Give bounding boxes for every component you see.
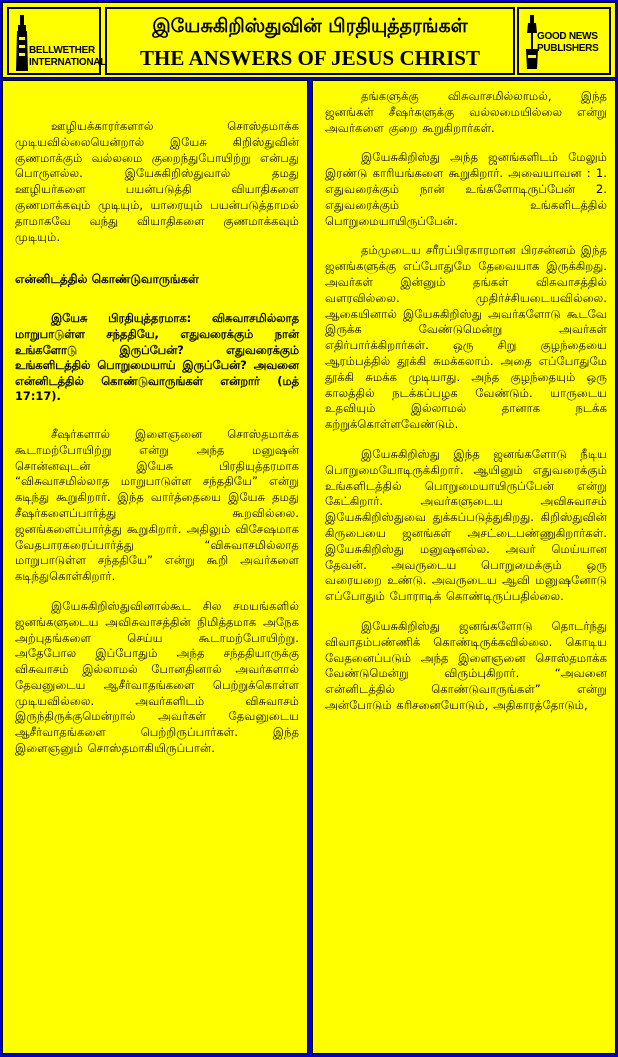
scripture-quote: இயேசு பிரதியுத்தரமாக: விசுவாசமில்லாத மாறுபாடுள்ள சந்ததியே, எதுவரைக்கும் நான் உங்களோடு இருப்பேன்? எதுவரைக்கும் உங்களிடத்தில் பொறுமையாய் இருப்பேன்? அவனை என்னிடத்தில் கொண்டுவாருங்கள் என்றார் (மத் 17:17). — [15, 311, 299, 404]
bellwether-logo — [7, 7, 107, 75]
page-title-tamil: இயேசுகிறிஸ்துவின் பிரதியுத்தரங்கள் — [152, 15, 468, 37]
right-paragraph-3: தம்முடைய சரீரப்பிரகாரமான பிரசன்னம் இந்த ஜனங்களுக்கு எப்போதுமே தேவையாக இருக்கிறது. அவர்கள் இன்னும் தங்கள் விசுவாசத்தில் வளரவில்லை. முதிர்ச்சியடையவில்லை. ஆகையினால் இயேசுகிறிஸ்து அவர்களோடு கூடவே இருக்க வேண்டுமென்று அவர்கள் எதிர்பார்க்கிறார்கள். ஒரு சிறு குழந்தையை ஆரம்பத்தில் தூக்கி சுமக்கலாம். அதை எப்போதுமே தூக்கி சுமக்க முடியாது. அந்த குழந்தையும் ஒரு காலத்தில் நடக்கப்பழக வேண்டும். யாருடைய உதவியும் இல்லாமல் தானாக நடக்க கற்றுக்கொள்ளவேண்டும். — [325, 243, 607, 432]
page-header — [2, 2, 616, 78]
bellwether-logo-line2: INTERNATIONAL — [29, 57, 107, 68]
bellwether-logo-text — [29, 45, 106, 69]
title-block — [105, 7, 515, 75]
section-heading: என்னிடத்தில் கொண்டுவாருங்கள் — [15, 272, 199, 287]
left-column — [2, 80, 308, 1054]
right-paragraph-4: இயேசுகிறிஸ்து இந்த ஜனங்களோடு நீடிய பொறுமையோடிருக்கிறார். ஆயினும் எதுவரைக்கும் உங்களிடத்தில் பொறுமையாயிருப்பேன் என்று கேட்கிறார். அவர்களுடைய அவிசுவாசம் இயேசுகிறிஸ்துவை துக்கப்படுத்துகிறது. கிறிஸ்துவின் கிருபையை ஜனங்கள் அசட்டைபண்ணுகிறார்கள். இயேசுகிறிஸ்து மனுஷனல்ல. அவர் மெய்யான தேவன். அவருடைய பொறுமைக்கும் ஒரு வரையறை உண்டு. அவருடைய ஆவி மனுஷனோடு எப்போதும் போராடிக் கொண்டிருப்பதில்லை. — [325, 446, 607, 604]
right-paragraph-2: இயேசுகிறிஸ்து அந்த ஜனங்களிடம் மேலும் இரண்டு காரியங்களை கூறுகிறார். அவையாவன : 1. எதுவரைக்கும் நான் உங்களோடிருப்பேன் 2. எதுவரைக்கும் உங்களிடத்தில் பொறுமையாயிருப்பேன். — [325, 150, 607, 228]
good-news-logo-line1: GOOD NEWS — [537, 31, 598, 42]
left-paragraph-2: சீஷர்களால் இளைஞனை சொஸ்தமாக்க கூடாமற்போயிற்று என்று அந்த மனுஷன் சொன்னவுடன் இயேசு பிரதியுத்தரமாக “விசுவாசமில்லாத மாறுபாடுள்ள சந்ததியே” என்று கடிந்து கூறுகிறார். இந்த வார்த்தையை இயேசு தமது சீஷர்களைப்பார்த்து கூறவில்லை. ஜனங்களைப்பார்த்து கூறுகிறார். அதிலும் விசேஷமாக வேதபாரகரைப்பார்த்து “விசுவாசமில்லாத மாறுபாடுள்ள சந்ததியே” என்று கூறி அவர்களை கடிந்துகொள்கிறார். — [15, 426, 299, 584]
good-news-logo — [517, 7, 611, 75]
page-title-english: THE ANSWERS OF JESUS CHRIST — [140, 46, 480, 70]
right-paragraph-1: தங்களுக்கு விசுவாசமில்லாமல், இந்த ஜனங்கள் சீஷர்களுக்கு வல்லமையில்லை என்று அவர்களை குறை கூறுகிறார்கள். — [325, 89, 607, 135]
bellwether-emblem-icon — [15, 13, 29, 73]
left-paragraph-1: ஊழியக்காரர்களால் சொஸ்தமாக்க முடியவில்லையென்றால் இயேசு கிறிஸ்துவின் குணமாக்கும் வல்லமை குறைந்துபோயிற்று என்பது பொருளல்ல. இயேசுகிறிஸ்துவால் தமது ஊழியர்களை பயன்படுத்தி வியாதிகளை குணமாக்கவும் முடியும், யாரையும் பயன்படுத்தாமல் தாமாகவே வந்து வியாதிகளை குணமாக்கவும் முடியும். — [15, 119, 299, 244]
bellwether-logo-line1: BELLWETHER — [29, 45, 95, 56]
left-paragraph-3: இயேசுகிறிஸ்துவினால்கூட சில சமயங்களில் ஜனங்களுடைய அவிசுவாசத்தின் நிமித்தமாக அநேக அற்புதங்களை செய்ய கூடாமற்போயிற்று. அதேபோல இப்போதும் அந்த சந்ததியாருக்கு விசுவாசம் இல்லாமல் போனதினால் அவர்களால் தேவனுடைய ஆசீர்வாதங்களை பெற்றுக்கொள்ள முடியவில்லை. அவர்களிடம் விசுவாசம் இருந்திருக்குமென்றால் அவர்கள் தேவனுடைய ஆசீர்வாதங்களை பெற்றிருப்பார்கள். இந்த இளைஞனும் சொஸ்தமாகியிருப்பான். — [15, 598, 299, 756]
good-news-logo-line2: PUBLISHERS — [537, 43, 599, 54]
right-paragraph-5: இயேசுகிறிஸ்து ஜனங்களோடு தொடர்ந்து விவாதம்பண்ணிக் கொண்டிருக்கவில்லை. கொடிய வேதனைப்படும் அந்த இளைஞனை சொஸ்தமாக்க வேண்டுமென்று விரும்புகிறார். “அவனை என்னிடத்தில் கொண்டுவாருங்கள்” என்று அன்போடும் கரிசனையோடும், அதிகாரத்தோடும், — [325, 618, 607, 712]
right-column — [312, 80, 616, 1054]
good-news-logo-text — [537, 31, 598, 55]
